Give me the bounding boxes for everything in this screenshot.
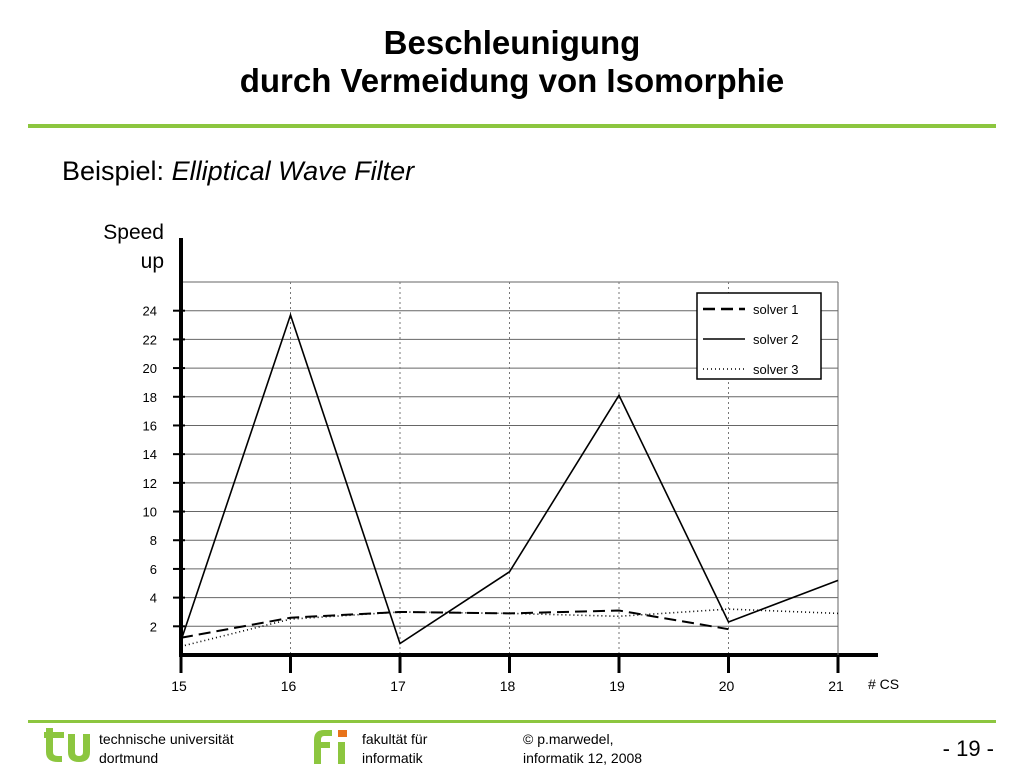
y-tick-label: 14 (142, 447, 157, 463)
x-tick-label: 19 (609, 678, 625, 694)
y-tick-label: 2 (149, 619, 157, 635)
y-tick-label: 16 (142, 418, 157, 434)
page-number: - 19 - (942, 736, 994, 761)
y-tick-label: 20 (142, 361, 157, 377)
copyright (523, 730, 642, 768)
footer-divider (28, 720, 996, 723)
x-axis-label: # CS (868, 676, 900, 692)
x-tick-label: 21 (828, 678, 844, 694)
y-tick-label: 4 (149, 590, 157, 606)
y-tick-label: 10 (142, 504, 157, 520)
tu-name-line-2: dortmund (99, 750, 159, 766)
x-tick-label: 20 (718, 678, 735, 694)
x-tick-label: 17 (390, 678, 406, 694)
y-tick-label: 6 (149, 561, 157, 577)
faculty-name-line-2: informatik (362, 750, 423, 766)
x-tick-label: 18 (499, 678, 516, 694)
y-axis-label-line-2: up (140, 250, 164, 273)
copyright-line-2: informatik 12, 2008 (523, 750, 643, 766)
title-line-2: durch Vermeidung von Isomorphie (239, 62, 785, 99)
legend-label: solver 3 (753, 362, 799, 377)
tu-logo-icon (44, 726, 92, 766)
y-axis-label-line-1: Speed (103, 221, 164, 244)
subtitle-emphasis: Elliptical Wave Filter (171, 156, 415, 186)
faculty-name (362, 730, 427, 768)
y-tick-label: 12 (142, 475, 157, 491)
y-tick-label: 22 (142, 332, 157, 348)
y-tick-label: 24 (142, 303, 157, 319)
copyright-line-1: © p.marwedel, (523, 731, 614, 747)
tu-name (99, 730, 234, 768)
title-line-1: Beschleunigung (383, 24, 641, 61)
tu-name-line-1: technische universität (99, 731, 234, 747)
subtitle-prefix: Beispiel: (62, 156, 165, 186)
y-tick-label: 18 (142, 389, 157, 405)
legend-label: solver 2 (753, 332, 799, 347)
y-tick-label: 8 (149, 533, 157, 549)
x-tick-label: 15 (171, 678, 187, 694)
fi-logo-icon (308, 726, 354, 766)
legend-label: solver 1 (753, 302, 799, 317)
faculty-name-line-1: fakultät für (362, 731, 428, 747)
x-tick-label: 16 (280, 678, 297, 694)
